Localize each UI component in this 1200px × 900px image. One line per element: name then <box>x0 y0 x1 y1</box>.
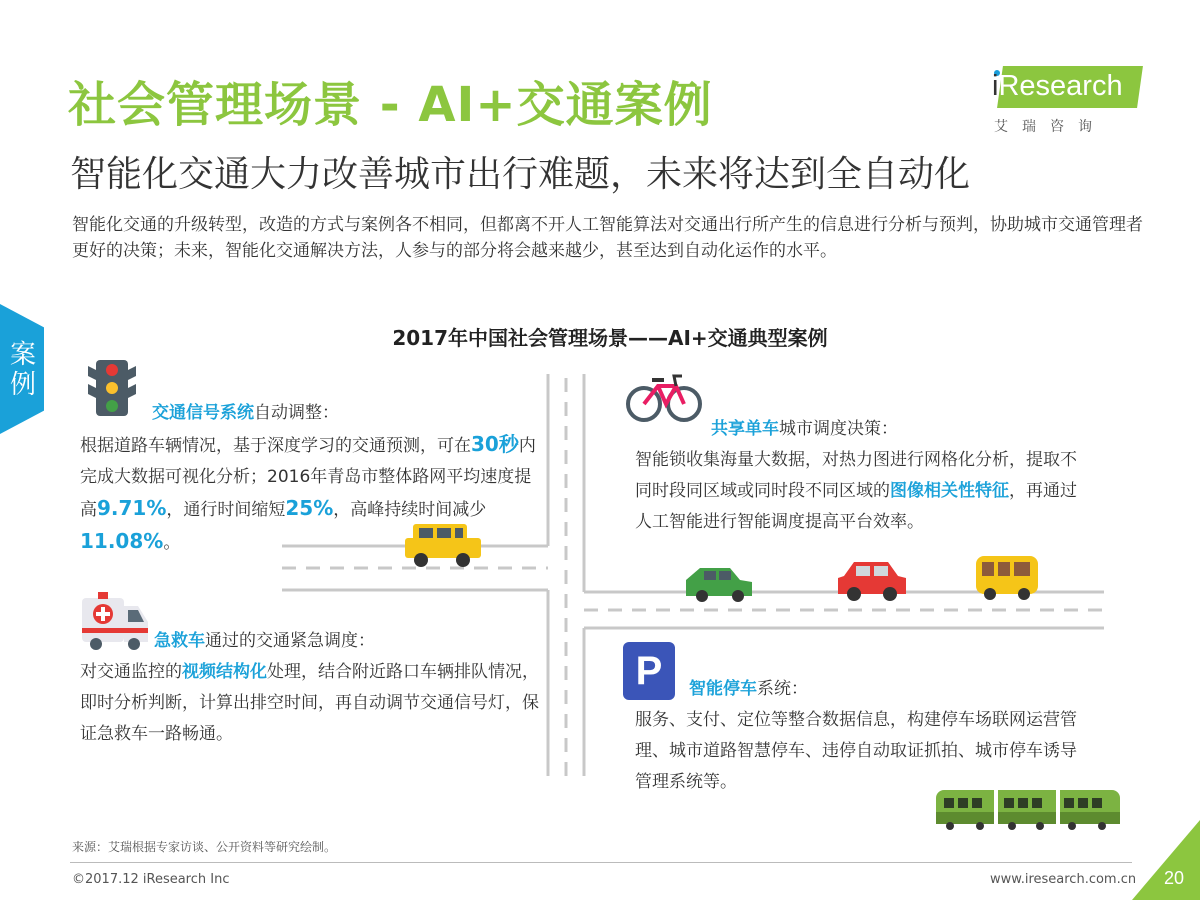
case-text: 内完成大数据可视化分析；2016年青岛市整体路网平均速度提高 <box>80 436 536 520</box>
highlight-value: 30秒 <box>471 432 519 456</box>
highlight-value: 25% <box>285 496 334 520</box>
case-text: 服务、支付、定位等整合数据信息，构建停车场联网运营管理、城市道路智慧停车、违停自动取证抓拍、城市停车诱导管理系统等。 <box>635 710 1077 792</box>
case-text: 根据道路车辆情况，基于深度学习的交通预测，可在 <box>80 436 471 456</box>
case-bike-sharing <box>635 414 1085 538</box>
logo-brand: Research <box>998 70 1123 102</box>
case-keyword: 交通信号系统 <box>152 403 254 423</box>
case-text: 对交通监控的 <box>80 662 182 682</box>
case-text: 。 <box>163 533 181 553</box>
bus-icon <box>976 556 1038 600</box>
source-note: 来源：艾瑞根据专家访谈、公开资料等研究绘制。 <box>72 840 337 854</box>
case-heading: 自动调整： <box>254 403 339 423</box>
logo-chinese: 艾瑞咨询 <box>994 119 1106 135</box>
website-link[interactable]: www.iresearch.com.cn <box>990 872 1137 887</box>
highlight-value: 11.08% <box>80 529 164 553</box>
copyright: ©2017.12 iResearch Inc <box>72 872 230 887</box>
side-tab-label: 案例 <box>9 340 36 400</box>
parking-icon: P <box>623 642 675 700</box>
case-text: ，再通过人工智能进行智能调度提高平台效率。 <box>635 481 1077 532</box>
case-heading: 系统： <box>757 679 808 699</box>
logo-i: i <box>992 70 999 102</box>
case-smart-parking <box>635 674 1080 798</box>
highlight-value: 9.71% <box>97 496 167 520</box>
figure-title: 2017年中国社会管理场景——AI+交通典型案例 <box>392 326 828 350</box>
car-icon <box>838 562 906 601</box>
case-keyword: 智能停车 <box>689 679 757 699</box>
case-traffic-signal <box>80 398 540 559</box>
page-subtitle: 智能化交通大力改善城市出行难题，未来将达到全自动化 <box>70 154 971 195</box>
case-heading: 城市调度决策： <box>779 419 898 439</box>
case-keyword: 共享单车 <box>711 419 779 439</box>
case-ambulance <box>80 626 550 750</box>
page-description: 智能化交通的升级转型，改造的方式与案例各不相同，但都离不开人工智能算法对交通出行所产生的信息进行分析与预判，协助城市交通管理者更好的决策；未来，智能化交通解决方法，人参与的部分将会越来越少，甚至达到自动化运作的水平。 <box>72 215 1143 261</box>
page-number: 20 <box>1164 868 1185 888</box>
case-keyword: 急救车 <box>154 631 205 651</box>
highlight-value: 图像相关性特征 <box>890 481 1009 501</box>
case-text: 处理，结合附近路口车辆排队情况，即时分析判断，计算出排空时间，再自动调节交通信号灯，保证急救车一路畅通。 <box>80 662 539 744</box>
page-title: 社会管理场景 - AI+交通案例 <box>68 77 713 133</box>
case-text: ，通行时间缩短 <box>166 500 286 520</box>
case-text: 智能锁收集海量大数据，对热力图进行网格化分析，提取不同时段同区域或同时段不同区域的 <box>635 450 1077 501</box>
case-text: ，高峰持续时间减少 <box>333 500 487 520</box>
case-heading: 通过的交通紧急调度： <box>205 631 375 651</box>
footer-divider <box>70 862 1132 863</box>
car-icon <box>686 568 752 602</box>
highlight-value: 视频结构化 <box>182 662 267 682</box>
